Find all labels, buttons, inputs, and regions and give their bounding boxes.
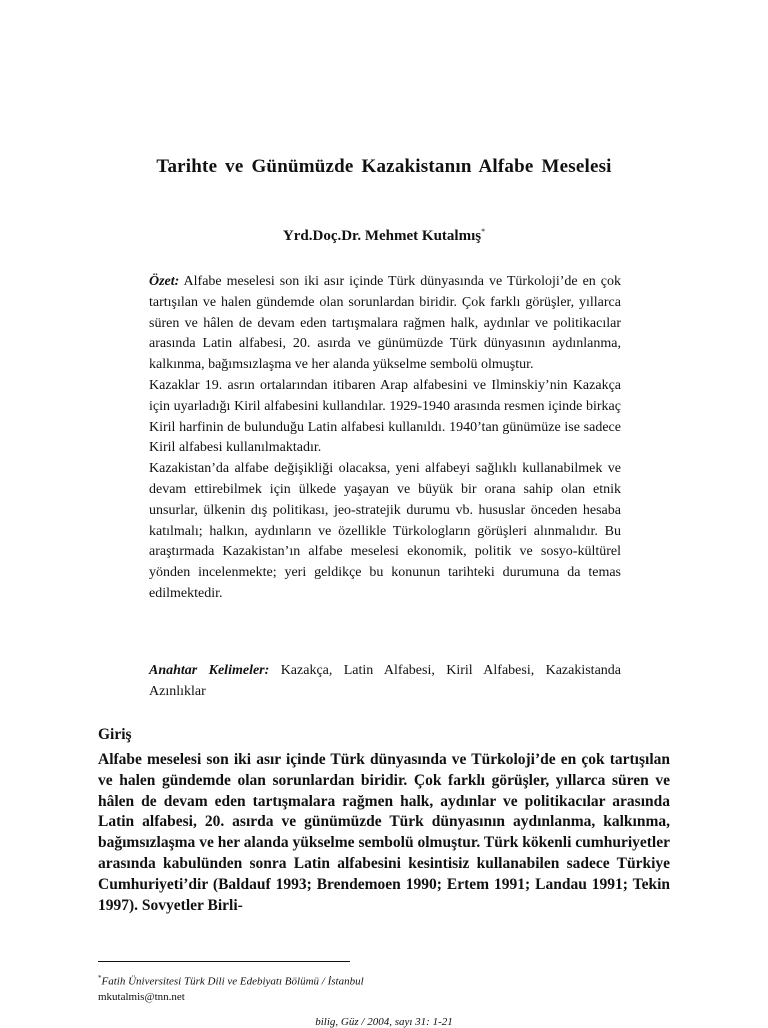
footnote	[98, 971, 364, 1005]
abstract-label: Özet:	[149, 274, 180, 289]
abstract	[149, 272, 621, 605]
section-body: Alfabe meselesi son iki asır içinde Türk dünyasında ve Türkoloji’de en çok tartışılan ve halen gündemde olan sorunlardan biridir. Çok farklı görüşler, yıllarca süren ve hâlen de devam eden tartışmalara rağmen halk, aydınlar ve politikacılar arasında Latin alfabesi, 20. asırda ve günümüzde Türk dünyasının aydınlanma, kalkınma, bağımsızlaşma ve her alanda yükselme sembolü olmuştur. Türk kökenli cumhuriyetler arasında kabulünden sonra Latin alfabesini kesintisiz kullanabilen sadece Türkiye Cumhuriyeti’dir (Baldauf 1993; Brendemoen 1990; Ertem 1991; Landau 1991; Tekin 1997). Sovyetler Birli-	[98, 751, 670, 914]
section-heading: Giriş	[98, 726, 132, 743]
footnote-rule	[98, 961, 350, 962]
author-line	[0, 227, 768, 245]
author-footnote-marker: *	[481, 227, 486, 236]
keywords-text: Kazakça, Latin Alfabesi, Kiril Alfabesi, Kazakistanda Azınlıklar	[149, 663, 622, 699]
footnote-affiliation: Fatih Üniversitesi Türk Dili ve Edebiyatı Bölümü / İstanbul	[101, 975, 364, 988]
abstract-paragraph-2: Kazaklar 19. asrın ortalarından itibaren Arap alfabesini ve Ilminskiy’nin Kazakça için uyarladığı Kiril alfabesini kullandılar. 1929-1940 arasında resmen içinde birkaç Kiril harfinin de bulunduğu Latin alfabesi kullanıldı. 1940’tan günümüze ise sadece Kiril alfabesi kullanılmaktadır.	[149, 377, 621, 456]
keywords	[149, 661, 621, 703]
abstract-paragraph-1	[149, 272, 621, 376]
footnote-marker: *	[98, 974, 102, 982]
footnote-email: mkutalmis@tnn.net	[98, 990, 185, 1003]
abstract-paragraph-3: Kazakistan’da alfabe değişikliği olacaksa, yeni alfabeyi sağlıklı kullanabilmek ve devam ettirebilmek için ülkede yaşayan ve büyük bir orana sahip olan etnik unsurlar, ülkenin dış politikası, jeo-stratejik durumu vb. hususlar önceden hesaba katılmalı; halkın, aydınların ve özellikle Türkologların görüşleri alınmalıdır. Bu araştırmada Kazakistan’ın alfabe meselesi ekonomik, politik ve sosyo-kültürel yönden incelenmekte; yeri geldikçe bu konunun tarihteki durumuna da temas edilmektedir.	[149, 461, 621, 601]
page-title: Tarihte ve Günümüzde Kazakistanın Alfabe Meselesi	[156, 156, 612, 177]
keywords-label: Anahtar Kelimeler:	[149, 663, 270, 678]
footnote-affiliation-line	[98, 971, 364, 990]
abstract-text-1: Alfabe meselesi son iki asır içinde Türk dünyasında ve Türkoloji’de en çok tartışılan ve halen gündemde olan sorunlardan biridir. Çok farklı görüşler, yıllarca süren ve hâlen de devam eden tartışmalara rağmen halk, aydınlar ve politikacılar arasında Latin alfabesi, 20. asırda ve günümüzde Türk dünyasının aydınlanma, kalkınma, bağımsızlaşma ve her alanda yükselme sembolü olmuştur.	[149, 274, 621, 373]
author-name: Yrd.Doç.Dr. Mehmet Kutalmış	[282, 228, 482, 244]
page-footer: bilig, Güz / 2004, sayı 31: 1-21	[315, 1016, 453, 1028]
